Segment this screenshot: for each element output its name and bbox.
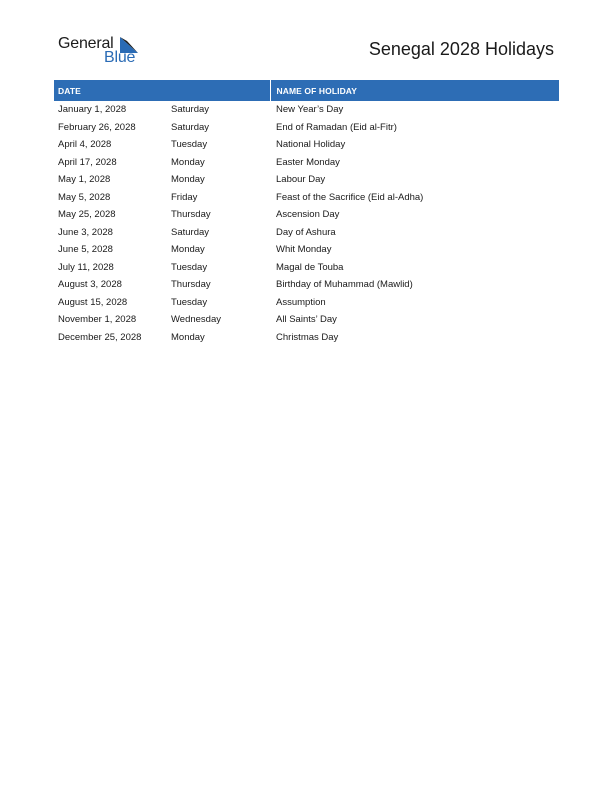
holiday-table	[54, 80, 559, 346]
holiday-name: Ascension Day	[276, 209, 340, 221]
holiday-weekday: Wednesday	[171, 314, 221, 326]
table-row	[54, 154, 559, 172]
holiday-weekday: Saturday	[171, 121, 210, 133]
holiday-name: End of Ramadan (Eid al-Fitr)	[276, 121, 397, 133]
table-row	[54, 224, 559, 242]
holiday-name: Easter Monday	[276, 156, 340, 168]
holiday-date: August 3, 2028	[58, 279, 122, 291]
holiday-date: May 5, 2028	[58, 191, 111, 203]
holiday-date: November 1, 2028	[58, 314, 137, 326]
holiday-date: April 17, 2028	[58, 156, 117, 168]
logo-word-general: General	[58, 35, 114, 52]
table-body	[54, 101, 559, 346]
table-row	[54, 311, 559, 329]
holiday-name: Assumption	[276, 296, 326, 308]
brand-logo	[58, 34, 148, 70]
holiday-weekday: Saturday	[171, 226, 210, 238]
holiday-name: National Holiday	[276, 139, 346, 151]
holiday-name: Whit Monday	[276, 244, 332, 256]
holiday-weekday: Monday	[171, 156, 205, 168]
holiday-weekday: Thursday	[171, 209, 211, 221]
table-row	[54, 189, 559, 207]
holiday-name: New Year’s Day	[276, 104, 344, 116]
table-row	[54, 136, 559, 154]
table-row	[54, 101, 559, 119]
holiday-weekday: Saturday	[171, 104, 210, 116]
holiday-date: July 11, 2028	[58, 261, 114, 273]
holiday-date: January 1, 2028	[58, 104, 127, 116]
holiday-date: December 25, 2028	[58, 331, 142, 343]
table-row	[54, 259, 559, 277]
holiday-weekday: Friday	[171, 191, 198, 203]
holiday-weekday: Tuesday	[171, 261, 208, 273]
table-row	[54, 329, 559, 347]
holiday-name: All Saints’ Day	[276, 314, 337, 326]
table-row	[54, 119, 559, 137]
table-row	[54, 171, 559, 189]
holiday-date: June 5, 2028	[58, 244, 113, 256]
holiday-name: Feast of the Sacrifice (Eid al-Adha)	[276, 191, 424, 203]
table-row	[54, 206, 559, 224]
table-row	[54, 294, 559, 312]
holiday-weekday: Tuesday	[171, 139, 208, 151]
holiday-weekday: Thursday	[171, 279, 211, 291]
column-header-date: DATE	[54, 80, 270, 101]
column-header-holiday-name: NAME OF HOLIDAY	[270, 80, 559, 101]
table-row	[54, 276, 559, 294]
table-row	[54, 241, 559, 259]
holiday-name: Day of Ashura	[276, 226, 336, 238]
page-title: Senegal 2028 Holidays	[368, 39, 554, 59]
holiday-date: April 4, 2028	[58, 139, 112, 151]
table-header-row	[54, 80, 559, 101]
holiday-name: Labour Day	[276, 174, 326, 186]
holiday-weekday: Monday	[171, 174, 205, 186]
holiday-date: May 25, 2028	[58, 209, 116, 221]
holiday-date: August 15, 2028	[58, 296, 128, 308]
holiday-date: May 1, 2028	[58, 174, 111, 186]
holiday-weekday: Tuesday	[171, 296, 208, 308]
holiday-date: June 3, 2028	[58, 226, 113, 238]
holiday-name: Christmas Day	[276, 331, 339, 343]
holiday-date: February 26, 2028	[58, 121, 136, 133]
holiday-name: Birthday of Muhammad (Mawlid)	[276, 279, 413, 291]
holiday-weekday: Monday	[171, 331, 205, 343]
logo-word-blue: Blue	[104, 49, 136, 66]
holiday-weekday: Monday	[171, 244, 205, 256]
holiday-name: Magal de Touba	[276, 261, 344, 273]
